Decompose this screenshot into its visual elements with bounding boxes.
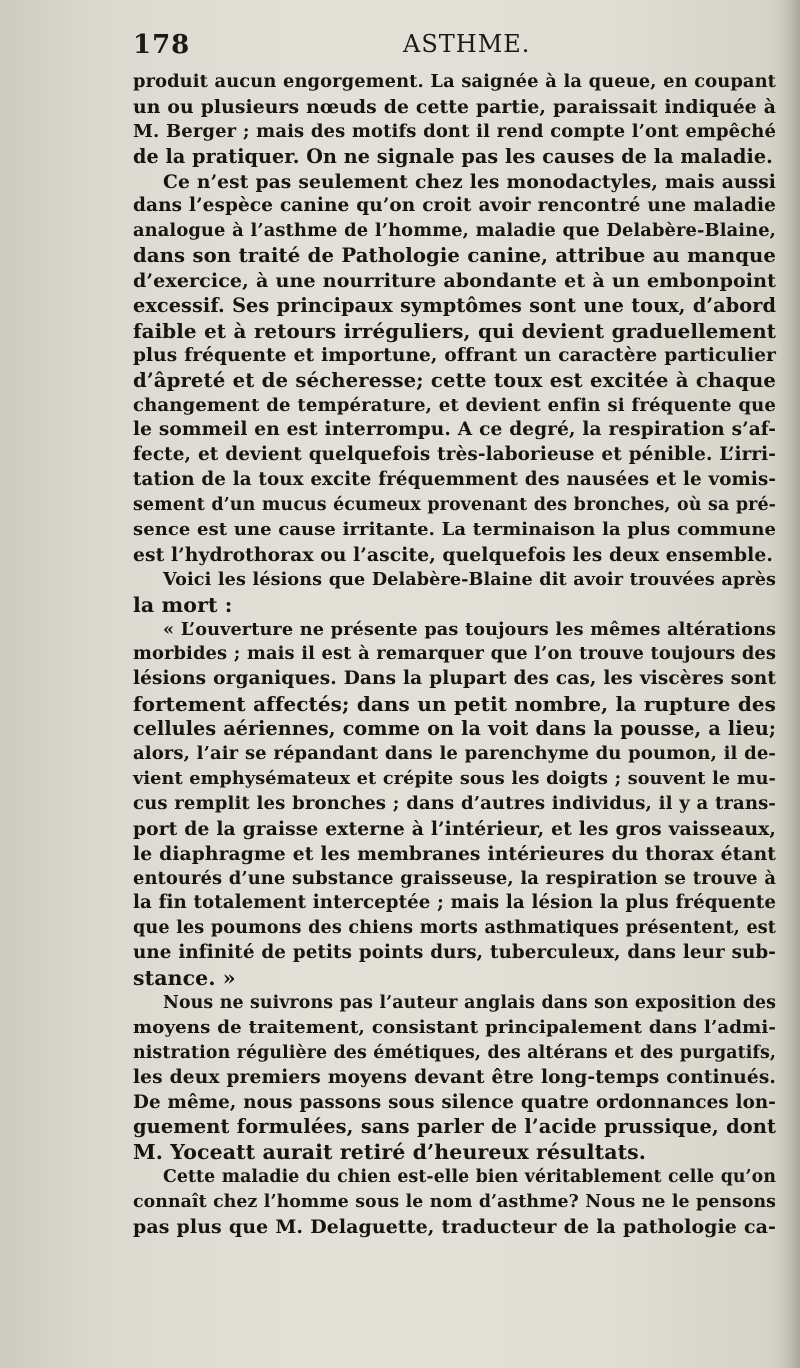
text-line: est l’hydrothorax ou l’ascite, quelquefois les deux ensemble.: [133, 543, 773, 566]
page-number: 178: [133, 30, 191, 60]
text-line: fortement affectés; dans un petit nombre, la rupture des: [133, 692, 776, 717]
text-line: les deux premiers moyens devant être long-temps continués.: [133, 1066, 776, 1088]
text-line: moyens de traitement, consistant principalement dans l’admi-: [133, 1016, 776, 1038]
text-line: entourés d’une substance graisseuse, la respiration se trouve à: [133, 867, 776, 889]
text-line: le sommeil en est interrompu. A ce degré, la respiration s’af-: [133, 419, 776, 441]
page-edge-shadow: [778, 0, 800, 1368]
running-head: [133, 30, 773, 64]
text-line: guement formulées, sans parler de l’acide prussique, dont: [133, 1115, 776, 1139]
text-line: port de la graisse externe à l’intérieur, et les gros vaisseaux,: [133, 817, 776, 840]
text-line: sement d’un mucus écumeux provenant des bronches, où sa pré-: [133, 495, 776, 516]
text-line: « L’ouverture ne présente pas toujours les mêmes altérations: [163, 618, 776, 640]
text-line: vient emphysémateux et crépite sous les doigts ; souvent le mu-: [133, 767, 776, 789]
text-line: morbides ; mais il est à remarquer que l’on trouve toujours des: [133, 643, 776, 665]
text-line: tation de la toux excite fréquemment des nausées et le vomis-: [133, 469, 776, 491]
text-line: d’exercice, à une nourriture abondante et à un embonpoint: [133, 270, 776, 293]
text-line: stance. »: [133, 966, 236, 991]
text-line: Cette maladie du chien est-elle bien véritablement celle qu’on: [163, 1167, 776, 1188]
text-line: De même, nous passons sous silence quatre ordonnances lon-: [133, 1091, 776, 1113]
text-line: une infinité de petits points durs, tuberculeux, dans leur sub-: [133, 942, 776, 964]
text-line: le diaphragme et les membranes intérieures du thorax étant: [133, 842, 776, 865]
body-text: [133, 70, 776, 1240]
text-line: produit aucun engorgement. La saignée à la queue, en coupant: [133, 71, 776, 92]
text-line: dans l’espèce canine qu’on croit avoir rencontré une maladie: [133, 195, 776, 217]
text-line: cus remplit les bronches ; dans d’autres individus, il y a trans-: [133, 792, 776, 814]
text-line: cellules aériennes, comme on la voit dans la pousse, a lieu;: [133, 717, 776, 741]
text-line: faible et à retours irréguliers, qui devient graduellement: [133, 318, 776, 343]
text-line: pas plus que M. Delaguette, traducteur de la pathologie ca-: [133, 1215, 776, 1238]
text-line: d’âpreté et de sécheresse; cette toux est excitée à chaque: [133, 368, 776, 392]
text-line: M. Yoceatt aurait retiré d’heureux résultats.: [133, 1140, 647, 1165]
running-title: ASTHME.: [403, 30, 531, 58]
text-line: Ce n’est pas seulement chez les monodactyles, mais aussi: [163, 170, 776, 193]
text-line: sence est une cause irritante. La terminaison la plus commune: [133, 519, 776, 541]
text-line: connaît chez l’homme sous le nom d’asthme? Nous ne le pensons: [133, 1192, 776, 1213]
text-line: M. Berger ; mais des motifs dont il rend compte l’ont empêché: [133, 120, 776, 142]
text-line: que les poumons des chiens morts asthmatiques présentent, est: [133, 917, 776, 939]
text-line: plus fréquente et importune, offrant un caractère particulier: [133, 344, 776, 366]
text-line: un ou plusieurs nœuds de cette partie, paraissait indiquée à: [133, 95, 776, 118]
text-line: nistration régulière des émétiques, des altérans et des purgatifs,: [133, 1042, 776, 1063]
text-line: lésions organiques. Dans la plupart des cas, les viscères sont: [133, 668, 776, 690]
text-line: analogue à l’asthme de l’homme, maladie que Delabère-Blaine,: [133, 220, 776, 242]
text-line: changement de température, et devient enfin si fréquente que: [133, 394, 776, 416]
text-line: Nous ne suivrons pas l’auteur anglais dans son exposition des: [163, 992, 776, 1013]
text-line: alors, l’air se répandant dans le parenchyme du poumon, il de-: [133, 743, 776, 765]
text-line: Voici les lésions que Delabère-Blaine dit avoir trouvées après: [163, 568, 776, 590]
text-line: la mort :: [133, 592, 233, 617]
text-line: la fin totalement interceptée ; mais la lésion la plus fréquente: [133, 892, 776, 914]
text-line: fecte, et devient quelquefois très-laborieuse et pénible. L’irri-: [133, 444, 776, 466]
text-line: dans son traité de Pathologie canine, attribue au manque: [133, 244, 776, 268]
text-line: excessif. Ses principaux symptômes sont une toux, d’abord: [133, 294, 776, 318]
text-line: de la pratiquer. On ne signale pas les causes de la maladie.: [133, 144, 773, 168]
